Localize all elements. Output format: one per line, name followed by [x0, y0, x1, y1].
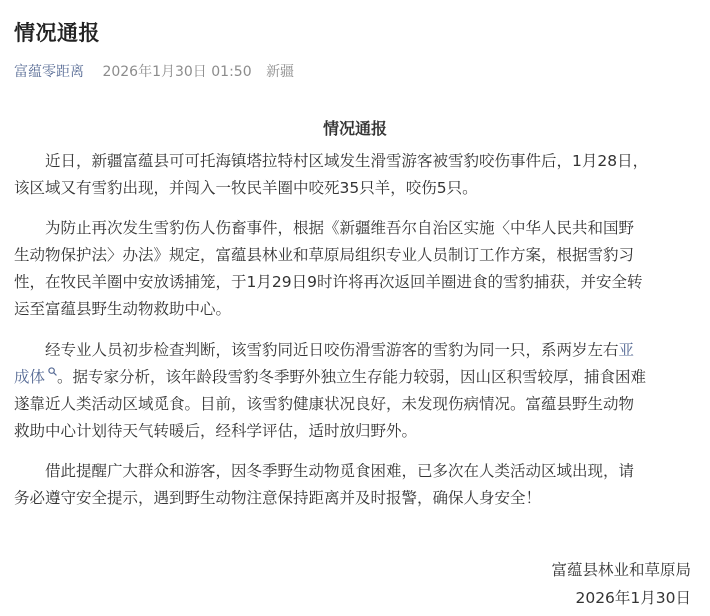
paragraph-2 [14, 215, 694, 323]
text-segment: 经专业人员初步检查判断，该雪豹同近日咬伤滑雪游客的雪豹为同一只，系两岁左右 [45, 341, 619, 359]
publish-datetime: 2026年1月30日 01:50 [102, 64, 252, 80]
text-segment: 。据专家分析，该年龄段雪豹冬季野外独立生存能力较弱，因山区积雪较厚，捕食困难 [57, 368, 647, 386]
text-line: 遂靠近人类活动区域觅食。目前，该雪豹健康状况良好，未发现伤病情况。富蕴县野生动物 [14, 395, 635, 413]
search-icon[interactable] [48, 367, 57, 376]
text-line: 近日，新疆富蕴县可可托海镇塔拉特村区域发生滑雪游客被雪豹咬伤事件后，1月28日， [45, 152, 649, 170]
text-line: 运至富蕴县野生动物救助中心。 [14, 300, 232, 318]
text-line: 该区域又有雪豹出现，并闯入一牧民羊圈中咬死35只羊，咬伤5只。 [14, 179, 478, 197]
text-line [14, 337, 694, 364]
term-link-part1[interactable]: 亚 [618, 341, 635, 359]
text-line: 救助中心计划待天气转暖后，经科学评估，适时放归野外。 [14, 422, 418, 440]
text-line: 务必遵守安全提示，遇到野生动物注意保持距离并及时报警，确保人身安全！ [14, 489, 542, 507]
text-line: 为防止再次发生雪豹伤人伤畜事件，根据《新疆维吾尔自治区实施〈中华人民共和国野 [45, 219, 635, 237]
text-line: 生动物保护法〉办法》规定，富蕴县林业和草原局组织专业人员制订工作方案，根据雪豹习 [14, 246, 635, 264]
source-account-link[interactable]: 富蕴零距离 [14, 64, 84, 80]
text-line [14, 364, 694, 391]
page-title: 情况通报 [14, 21, 100, 45]
paragraph-1 [14, 148, 694, 202]
article-meta [14, 61, 294, 81]
paragraph-4 [14, 458, 694, 512]
signature-date: 2026年1月30日 [575, 589, 691, 607]
text-line: 借此提醒广大群众和游客，因冬季野生动物觅食困难，已多次在人类活动区域出现，请 [45, 462, 635, 480]
term-link-part2[interactable]: 成体 [14, 368, 46, 386]
signature-organization: 富蕴县林业和草原局 [551, 561, 691, 579]
article-title: 情况通报 [322, 119, 387, 138]
paragraph-3 [14, 337, 694, 445]
text-line: 性，在牧民羊圈中安放诱捕笼，于1月29日9时许将再次返回羊圈进食的雪豹捕获，并安全转 [14, 273, 643, 291]
publish-location: 新疆 [266, 64, 295, 80]
